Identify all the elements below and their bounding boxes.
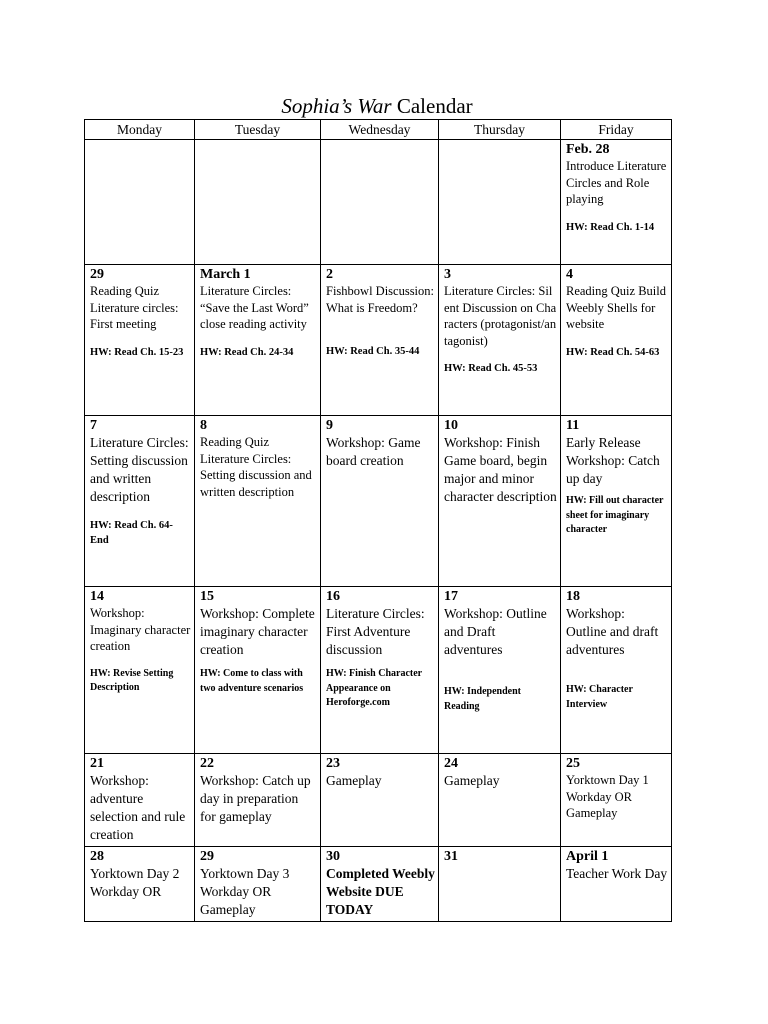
- day-cell: [321, 847, 439, 922]
- calendar-table: [84, 119, 672, 922]
- day-activity: Yorktown Day 3 Workday OR Gameplay: [200, 866, 290, 917]
- day-date: 8: [200, 418, 207, 433]
- day-activity: Workshop: Finish Game board, begin major and minor character description: [444, 435, 557, 504]
- day-activity: Fishbowl Discussion: What is Freedom?: [326, 284, 435, 315]
- day-activity: Literature Circles: Setting discussion and written description: [90, 435, 189, 504]
- week-row: [85, 587, 672, 754]
- day-cell: [85, 847, 195, 922]
- day-date: 25: [566, 756, 580, 771]
- weekday-header-thursday: Thursday: [439, 120, 561, 140]
- day-cell: [85, 587, 195, 754]
- day-activity: Teacher Work Day: [566, 866, 668, 881]
- day-date: 7: [90, 418, 97, 433]
- weekday-header-row: [85, 120, 672, 140]
- day-activity: Gameplay: [444, 773, 500, 788]
- day-homework: HW: Read Ch. 45-53: [444, 363, 538, 374]
- page-title: [84, 92, 670, 120]
- day-date: 15: [200, 589, 214, 604]
- day-homework: HW: Read Ch. 54-63: [566, 346, 660, 358]
- day-activity: Yorktown Day 2 Workday OR: [90, 866, 180, 899]
- day-date: 23: [326, 756, 340, 771]
- day-date: 9: [326, 418, 333, 433]
- weekday-header-wednesday: Wednesday: [321, 120, 439, 140]
- day-date: 29: [90, 267, 104, 282]
- day-activity: Workshop: Imaginary character creation: [90, 606, 191, 653]
- day-cell: [85, 265, 195, 416]
- day-date: 30: [326, 849, 340, 864]
- day-cell: [439, 265, 561, 416]
- week-row: [85, 265, 672, 416]
- day-cell: [561, 265, 672, 416]
- day-homework: HW: Revise Setting Description: [90, 667, 174, 693]
- day-date: 10: [444, 418, 458, 433]
- day-activity: Workshop: Complete imaginary character creation: [200, 606, 315, 657]
- day-cell: [561, 754, 672, 847]
- day-date: 17: [444, 589, 458, 604]
- day-cell: [321, 754, 439, 847]
- day-cell: [195, 265, 321, 416]
- day-activity: Early Release Workshop: Catch up day: [566, 435, 660, 486]
- day-date: 24: [444, 756, 458, 771]
- day-cell: [561, 140, 672, 265]
- day-activity: Reading Quiz Literature circles: First meeting: [90, 284, 179, 331]
- day-cell: [561, 847, 672, 922]
- day-cell: [195, 754, 321, 847]
- day-activity: Workshop: adventure selection and rule creation: [90, 773, 186, 842]
- day-activity: Introduce Literature Circles and Role playing: [566, 159, 667, 206]
- weekday-header-tuesday: Tuesday: [195, 120, 321, 140]
- day-date: April 1: [566, 849, 609, 864]
- day-activity: Workshop: Outline and Draft adventures: [444, 606, 547, 657]
- day-date: Feb. 28: [566, 142, 610, 157]
- day-homework: HW: Read Ch. 35-44: [326, 346, 420, 357]
- day-homework: HW: Finish Character Appearance on Heroforge.com: [326, 668, 422, 708]
- day-cell: [195, 416, 321, 587]
- weekday-header-monday: Monday: [85, 120, 195, 140]
- day-cell: [321, 416, 439, 587]
- day-homework: HW: Read Ch. 1-14: [566, 221, 655, 233]
- day-cell: [321, 587, 439, 754]
- day-date: 4: [566, 267, 573, 282]
- day-date: 21: [90, 756, 104, 771]
- day-homework: HW: Independent Reading: [444, 686, 521, 712]
- day-activity: Workshop: Catch up day in preparation for gameplay: [200, 773, 311, 824]
- weekday-header-friday: Friday: [561, 120, 672, 140]
- day-date: 16: [326, 589, 340, 604]
- week-row: [85, 847, 672, 922]
- day-cell: [321, 140, 439, 265]
- day-date: 2: [326, 267, 333, 282]
- day-activity: Literature Circles: “Save the Last Word” close reading activity: [200, 284, 309, 331]
- day-cell: [321, 265, 439, 416]
- day-date: 3: [444, 267, 451, 282]
- day-date: 11: [566, 418, 580, 433]
- day-cell: [439, 754, 561, 847]
- day-cell: [85, 416, 195, 587]
- book-title: Sophia’s War: [281, 94, 392, 118]
- day-activity: Reading Quiz Build Weebly Shells for website: [566, 284, 666, 331]
- day-date: 28: [90, 849, 104, 864]
- day-cell: [195, 587, 321, 754]
- day-date: 18: [566, 589, 580, 604]
- day-activity: Literature Circles: Silent Discussion on Characters (protagonist/antagonist): [444, 284, 557, 348]
- title-suffix: Calendar: [391, 94, 473, 118]
- day-homework: HW: Read Ch. 15-23: [90, 346, 184, 358]
- day-cell: [439, 140, 561, 265]
- day-homework: HW: Come to class with two adventure scenarios: [200, 668, 304, 694]
- day-date: 31: [444, 849, 458, 864]
- day-activity: Reading Quiz Literature Circles: Setting discussion and written description: [200, 435, 312, 499]
- day-date: 14: [90, 589, 104, 604]
- day-activity: Gameplay: [326, 773, 382, 788]
- day-date: 29: [200, 849, 214, 864]
- day-homework: HW: Character Interview: [566, 684, 633, 710]
- day-activity: Yorktown Day 1 Workday OR Gameplay: [566, 773, 649, 820]
- day-cell: [439, 416, 561, 587]
- week-row: [85, 754, 672, 847]
- day-homework: HW: Read Ch. 64-End: [90, 520, 173, 546]
- day-activity: Completed Weebly Website DUE TODAY: [326, 866, 435, 917]
- day-homework: HW: Read Ch. 24-34: [200, 346, 294, 358]
- day-cell: [561, 416, 672, 587]
- day-date: 22: [200, 756, 214, 771]
- day-cell: [439, 847, 561, 922]
- day-activity: Workshop: Outline and draft adventures: [566, 606, 659, 657]
- day-cell: [195, 140, 321, 265]
- day-cell: [85, 754, 195, 847]
- day-activity: Literature Circles: First Adventure discussion: [326, 606, 425, 657]
- week-row: [85, 416, 672, 587]
- day-activity: Workshop: Game board creation: [326, 435, 421, 468]
- day-cell: [195, 847, 321, 922]
- day-cell: [561, 587, 672, 754]
- day-date: March 1: [200, 267, 251, 282]
- day-cell: [85, 140, 195, 265]
- day-cell: [439, 587, 561, 754]
- day-homework: HW: Fill out character sheet for imaginary character: [566, 495, 664, 535]
- week-row: [85, 140, 672, 265]
